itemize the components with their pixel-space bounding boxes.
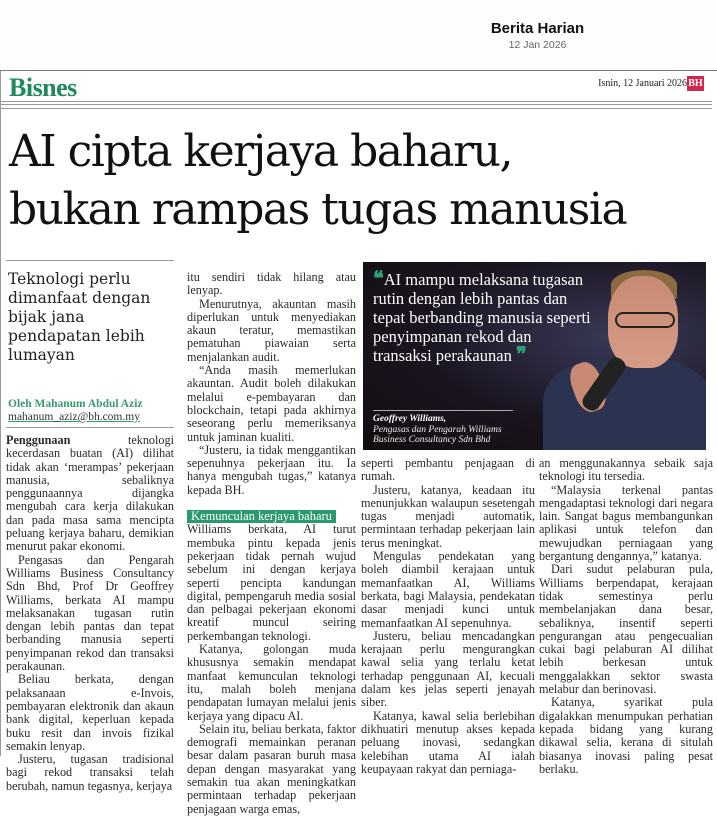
subheading: Kemunculan kerjaya baharu — [187, 510, 336, 523]
paragraph: Justeru, tugasan tradisional bagi rekod transaksi telah berubah, namun tegasnya, kerjaya — [6, 752, 174, 793]
photo-with-pullquote — [363, 262, 706, 450]
author-email-link[interactable]: mahanum_aziz@bh.com.my — [8, 411, 140, 423]
paragraph: Dari sudut pelaburan pula, Williams berpendapat, kerajaan tidak semestinya perlu membelanjakan dana besar, sebaliknya, insentif seperti pengurangan atau pengecualian cukai bagi pelaburan AI dilihat lebih berkesan untuk menggalakkan sektor swasta melabur dan berinovasi. — [539, 562, 713, 697]
publication-date: 12 Jan 2026 — [508, 39, 567, 51]
paragraph: Katanya, golongan muda khususnya semakin mendapat manfaat kemunculan teknologi itu, malah boleh menjana pendapatan lumayan melalui jenis kerjaya yang dipacu AI. — [187, 642, 356, 723]
paragraph: Katanya, kawal selia berlebihan dikhuatiri menutup akses kepada peluang inovasi, sedangkan kelebihan utama AI ialah keupayaan rakyat dan perniaga- — [361, 708, 535, 776]
column-3 — [361, 457, 535, 776]
paragraph: itu sendiri tidak hilang atau lenyap. — [187, 270, 356, 298]
divider — [6, 427, 174, 428]
paragraph: Williams berkata, AI turut membuka pintu kepada jenis pekerjaan tidak pernah wujud sebelum ini dengan kerjaya seperti pencipta kandungan digital, pempengaruh media sosial dan pelbagai pekerjaan ekonomi kreatif muncul seiring perkembangan teknologi. — [187, 522, 356, 643]
close-quote-icon: ❞ — [515, 344, 527, 366]
quote-role: Pengasas dan Pengarah Williams Business Consultancy Sdn Bhd — [373, 425, 502, 445]
byline: Oleh Mahanum Abdul Aziz — [8, 398, 143, 410]
column-2 — [187, 271, 356, 816]
viewer-header — [0, 0, 717, 64]
paragraph: Justeru, katanya, keadaan itu menunjukkan walaupun sesetengah tugas menjadi automatik, permintaan terhadap pekerjaan lain terus meningkat. — [361, 482, 535, 550]
bh-logo: BH — [688, 78, 703, 89]
quote-name: Geoffrey Williams, — [373, 414, 447, 424]
paragraph: an menggunakannya sebaik saja teknologi itu tersedia. — [539, 456, 713, 484]
divider — [1, 108, 712, 109]
paragraph: Mengulas pendekatan yang boleh diambil kerajaan untuk memanfaatkan AI, Williams berkata, bagi Malaysia, pendekatan dasar menjadi kunci untuk memanfaatkan AI sepenuhnya. — [361, 549, 535, 630]
person-suit — [543, 357, 706, 450]
pullquote: ❝AI mampu melaksana tugasan rutin dengan lebih pantas dan tepat berbanding manusia seperti penyimpanan rekod dan transaksi perakaunan ❞ — [373, 268, 591, 366]
paragraph: Selain itu, beliau berkata, faktor demografi memainkan peranan besar dalam pasaran buruh masa depan dengan masyarakat yang semakin tua akan meningkatkan permintaan terhadap pekerjaan penjagaan warga emas, — [187, 721, 356, 816]
paragraph: seperti pembantu penjagaan di rumah. — [361, 456, 535, 484]
open-quote-icon: ❝ — [373, 268, 384, 290]
divider — [1, 104, 712, 105]
column-1 — [6, 434, 174, 793]
paragraph: Penggunaan teknologi kecerdasan buatan (AI) dilihat tidak akan ‘merampas’ pekerjaan manusia, sebaliknya penggunaannya dijangka mengubah cara kerja dilakukan dan pada masa sama mencipta peluang kerjaya baharu, demikian menurut pakar ekonomi. — [6, 433, 174, 554]
divider — [6, 260, 174, 261]
paragraph: Beliau berkata, dengan pelaksanaan e-Invois, pembayaran elektronik dan akaun bank digital, keperluan kepada buku resit dan invois fizikal semakin lenyap. — [6, 672, 174, 753]
glasses — [615, 312, 675, 328]
column-4 — [539, 457, 713, 776]
divider — [1, 101, 712, 102]
divider — [373, 410, 513, 411]
paragraph: Pengasas dan Pengarah Williams Business Consultancy Sdn Bhd, Prof Dr Geoffrey Williams, berkata AI mampu melaksanakan tugasan rutin dengan lebih pantas dan tepat berbanding manusia seperti penyimpanan rekod dan transaksi perakaunan. — [6, 552, 174, 674]
paragraph: “Anda masih memerlukan akauntan. Audit boleh dilakukan melalui e-pembayaran dan blockchain, tetapi pada akhirnya seseorang perlu memeriksanya untuk jaminan kualiti. — [187, 363, 356, 444]
kicker: Teknologi perlu dimanfaat dengan bijak jana pendapatan lebih lumayan — [8, 270, 151, 364]
paragraph: Katanya, syarikat pula digalakkan menumpukan perhatian kepada bidang yang kurang dikawal selia, kerana di situlah biasanya inovasi paling pesat berlaku. — [539, 695, 713, 776]
newspaper-clipping — [0, 70, 717, 816]
paragraph: Menurutnya, akauntan masih diperlukan untuk menyediakan akaun teratur, memastikan pematuhan piawaian serta menjalankan audit. — [187, 296, 356, 364]
issue-date: Isnin, 12 Januari 2026 — [598, 78, 687, 89]
paragraph: “Justeru, ia tidak menggantikan sepenuhnya pekerjaan itu. Ia hanya mengubah tugas,” katanya kepada BH. — [187, 442, 356, 497]
publication-name: Berita Harian — [490, 20, 585, 37]
section-title: Bisnes — [9, 73, 77, 102]
paragraph: “Malaysia terkenal pantas mengadaptasi teknologi dari negara lain. Sangat bagus membangunkan aplikasi untuk telefon dan mewujudkan perniagaan yang bergantung dengannya,” katanya. — [539, 482, 713, 564]
paragraph: Justeru, beliau mencadangkan kerajaan perlu mengurangkan kawal selia yang terlalu ketat terhadap penggunaan AI, kecuali dalam kes jelas seperti jenayah siber. — [361, 628, 535, 710]
headline: AI cipta kerjaya baharu, bukan rampas tugas manusia — [9, 126, 627, 235]
